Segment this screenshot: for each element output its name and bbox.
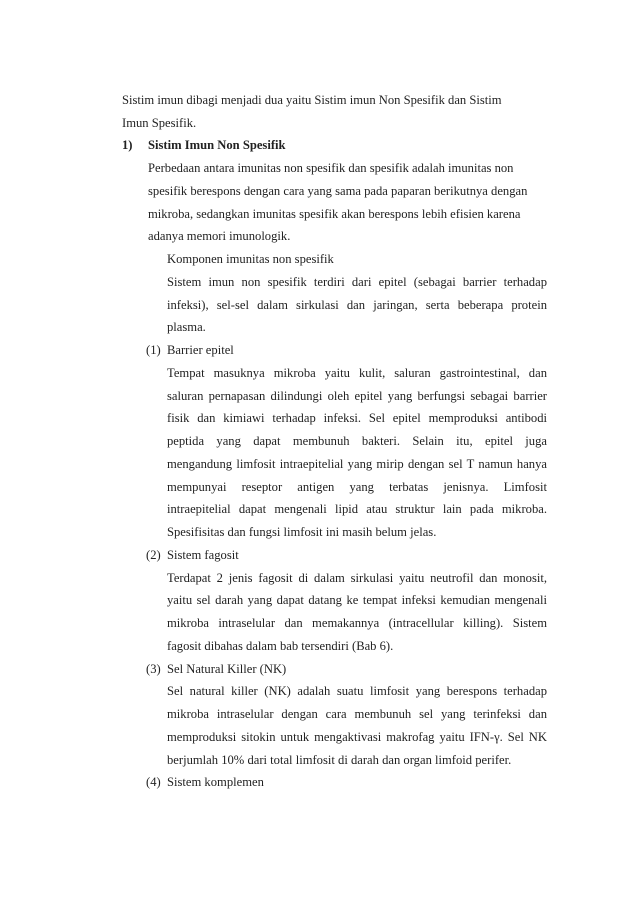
item-line: mempunyai reseptor antigen yang terbatas jenisnya. Limfosit — [167, 480, 547, 494]
subheading: Komponen imunitas non spesifik — [167, 252, 334, 266]
item-number: (4) — [146, 775, 161, 789]
item-line: fagosit dibahas dalam bab tersendiri (Bab 6). — [167, 639, 394, 653]
paragraph-line: spesifik berespons dengan cara yang sama pada paparan berikutnya dengan — [148, 184, 528, 198]
item-line: berjumlah 10% dari total limfosit di darah dan organ limfoid perifer. — [167, 753, 512, 767]
item-line: mengandung limfosit intraepitelial yang mirip dengan sel T namun hanya — [167, 457, 547, 471]
paragraph-line: plasma. — [167, 320, 206, 334]
item-number: (2) — [146, 548, 161, 562]
intro-line: Sistim imun dibagi menjadi dua yaitu Sistim imun Non Spesifik dan Sistim — [122, 93, 502, 107]
item-title: Barrier epitel — [167, 343, 234, 357]
item-line: memproduksi sitokin untuk mengaktivasi makrofag yaitu IFN-γ. Sel NK — [167, 730, 547, 744]
section-number: 1) — [122, 138, 133, 152]
item-title: Sistem fagosit — [167, 548, 239, 562]
item-line: Terdapat 2 jenis fagosit di dalam sirkulasi yaitu neutrofil dan monosit, — [167, 571, 547, 585]
item-line: Sel natural killer (NK) adalah suatu limfosit yang berespons terhadap — [167, 684, 547, 698]
item-line: mikroba intraselular dan memakannya (intracellular killing). Sistem — [167, 616, 547, 630]
intro-line: Imun Spesifik. — [122, 116, 197, 130]
item-line: saluran pernapasan dilindungi oleh epitel yang berfungsi sebagai barrier — [167, 389, 547, 403]
item-line: peptida yang dapat membunuh bakteri. Selain itu, epitel juga — [167, 434, 547, 448]
item-title: Sistem komplemen — [167, 775, 264, 789]
paragraph-line: mikroba, sedangkan imunitas spesifik akan berespons lebih efisien karena — [148, 207, 521, 221]
paragraph-line: Sistem imun non spesifik terdiri dari epitel (sebagai barrier terhadap — [167, 275, 547, 289]
item-title: Sel Natural Killer (NK) — [167, 662, 287, 676]
item-line: Tempat masuknya mikroba yaitu kulit, saluran gastrointestinal, dan — [167, 366, 547, 380]
paragraph-line: Perbedaan antara imunitas non spesifik dan spesifik adalah imunitas non — [148, 161, 514, 175]
section-title: Sistim Imun Non Spesifik — [148, 138, 286, 152]
item-line: fisik dan kimiawi terhadap infeksi. Sel epitel memproduksi antibodi — [167, 411, 547, 425]
paragraph-line: infeksi), sel-sel dalam sirkulasi dan jaringan, serta beberapa protein — [167, 298, 547, 312]
item-line: intraepitelial dapat mengenali lipid atau struktur lain pada mikroba. — [167, 502, 547, 516]
item-line: yaitu sel darah yang dapat datang ke tempat infeksi kemudian mengenali — [167, 593, 547, 607]
item-number: (3) — [146, 662, 161, 676]
item-line: Spesifisitas dan fungsi limfosit ini masih belum jelas. — [167, 525, 437, 539]
paragraph-line: adanya memori imunologik. — [148, 229, 291, 243]
item-number: (1) — [146, 343, 161, 357]
item-line: mikroba intraselular dengan cara membunuh sel yang terinfeksi dan — [167, 707, 547, 721]
